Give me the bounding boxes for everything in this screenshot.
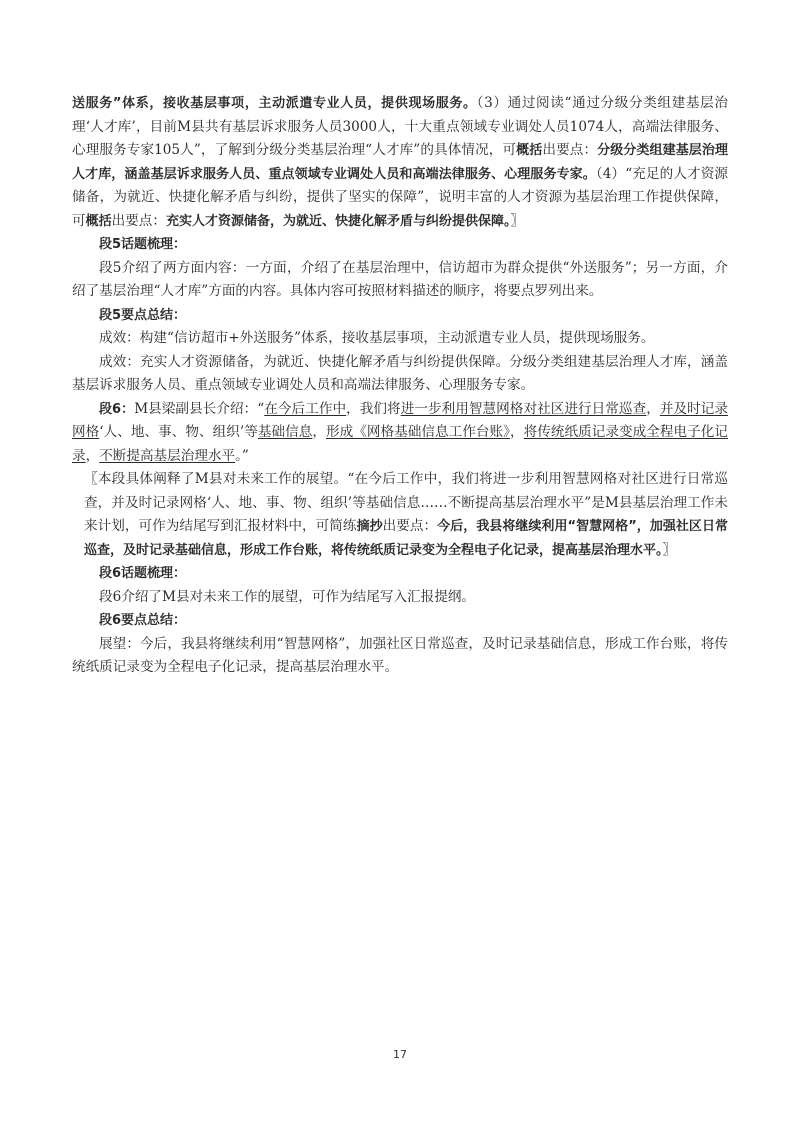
section-6-topic-text: 段6介绍了M县对未来工作的展望，可作为结尾写入汇报提纲。 — [99, 588, 476, 605]
body-text: 出要点： — [111, 212, 166, 229]
underlined-text: 将传统纸质记录变成全程电子化记录 — [72, 424, 729, 464]
underlined-text: 在今后工作中 — [264, 400, 347, 417]
body-text: ， — [510, 424, 524, 440]
section-5-topic-text: 段5介绍了两方面内容：一方面，介绍了在基层治理中，信访超市为群众提供“外送服务”；另一方面，介绍了基层治理“人才库”方面的内容。具体内容可按照材料描述的顺序，将要点罗列出来。 — [72, 259, 728, 299]
document-body — [72, 92, 728, 680]
underlined-text: 并及时记录网格 — [72, 400, 729, 440]
bold-text: 充实人才资源储备，为就近、快捷化解矛盾与纠纷提供保障。 — [165, 213, 511, 229]
body-text: 〗 — [510, 212, 525, 229]
body-text: 〗 — [662, 541, 677, 558]
section-6-summary-text: 展望：今后，我县将继续利用“智慧网格”，加强社区日常巡查，及时记录基础信息，形成工作台账，将传统纸质记录变为全程电子化记录，提高基层治理水平。 — [72, 635, 728, 675]
bold-text: 摘抄 — [356, 519, 383, 534]
section-5-summary-item-2: 成效：充实人才资源储备，为就近、快捷化解矛盾与纠纷提供保障。分级分类组建基层治理人才库，涵盖基层诉求服务人员、重点领域专业调处人员和高端法律服务、心理服务专家。 — [72, 353, 728, 393]
section-6-topic-heading: 段6话题梳理： — [99, 566, 187, 581]
paragraph-6-quote — [72, 398, 728, 469]
body-text: ，我们将 — [346, 400, 401, 417]
section-6-summary-heading: 段6要点总结： — [99, 613, 187, 628]
section-5-summary-heading: 段5要点总结： — [99, 307, 187, 323]
body-text: （4）“充足的人才资源储备，为就近、快捷化解矛盾与纠纷，提供了坚实的保障”，说明丰富的人才资源为基层治理工作提供保障，可 — [72, 165, 728, 229]
paragraph-6-analysis — [72, 468, 728, 562]
underlined-text: 不断提高基层治理水平 — [99, 447, 236, 464]
body-text: ‘人、地、事、物、组织’等 — [99, 424, 258, 440]
body-text: 出要点： — [542, 142, 598, 158]
bold-text: 分级分类组建基层治理人才库，涵盖基层诉求服务人员、重点领域专业调处人员和高端法律服务、心理服务专家。 — [72, 143, 728, 182]
page-number: 17 — [393, 1048, 407, 1061]
paragraph-5-analysis-continued — [72, 92, 728, 233]
underlined-text: 基础信息 — [257, 424, 313, 440]
bold-text: 送服务”体系，接收基层事项，主动派遣专业人员，提供现场服务。 — [72, 96, 477, 111]
body-text: M县梁副县长介绍：“ — [134, 400, 265, 417]
underlined-text: 形成《网格基础信息工作台账》 — [326, 424, 511, 440]
bold-text: 概括 — [516, 143, 543, 158]
bold-text: 概括 — [85, 213, 112, 229]
body-text: ， — [85, 447, 100, 464]
paragraph-6-label: 段6： — [99, 401, 135, 417]
body-text: ， — [312, 424, 327, 440]
body-text: ， — [646, 400, 660, 417]
underlined-text: 进一步利用智慧网格对社区进行日常巡查 — [400, 400, 647, 417]
bold-text: 今后，我县将继续利用“智慧网格”，加强社区日常巡查，及时记录基础信息，形成工作台账，将传统纸质记录变为全程电子化记录，提高基层治理水平。 — [84, 519, 728, 558]
section-5-topic-heading: 段5话题梳理： — [99, 237, 187, 252]
body-text: （3）通过阅读“通过分级分类组建基层治理‘人才库’，目前M县共有基层诉求服务人员3000人，十大重点领域专业调处人员1074人，高端法律服务、心理服务专家105人”，了解到分级分类基层治理“人才库”的具体情况，可 — [72, 95, 728, 158]
body-text: 。” — [235, 447, 249, 464]
body-text: 出要点： — [382, 518, 438, 534]
section-5-summary-item-1: 成效：构建“信访超市+外送服务”体系，接收基层事项，主动派遣专业人员，提供现场服务。 — [99, 330, 655, 346]
body-text: 〖本段具体阐释了M县对未来工作的展望。“在今后工作中，我们将进一步利用智慧网格对社区进行日常巡查，并及时记录网格‘人、地、事、物、组织’等基础信息……不断提高基层治理水平”是M县基层治理工作未来计划，可作为结尾写到汇报材料中，可简练 — [84, 471, 728, 534]
